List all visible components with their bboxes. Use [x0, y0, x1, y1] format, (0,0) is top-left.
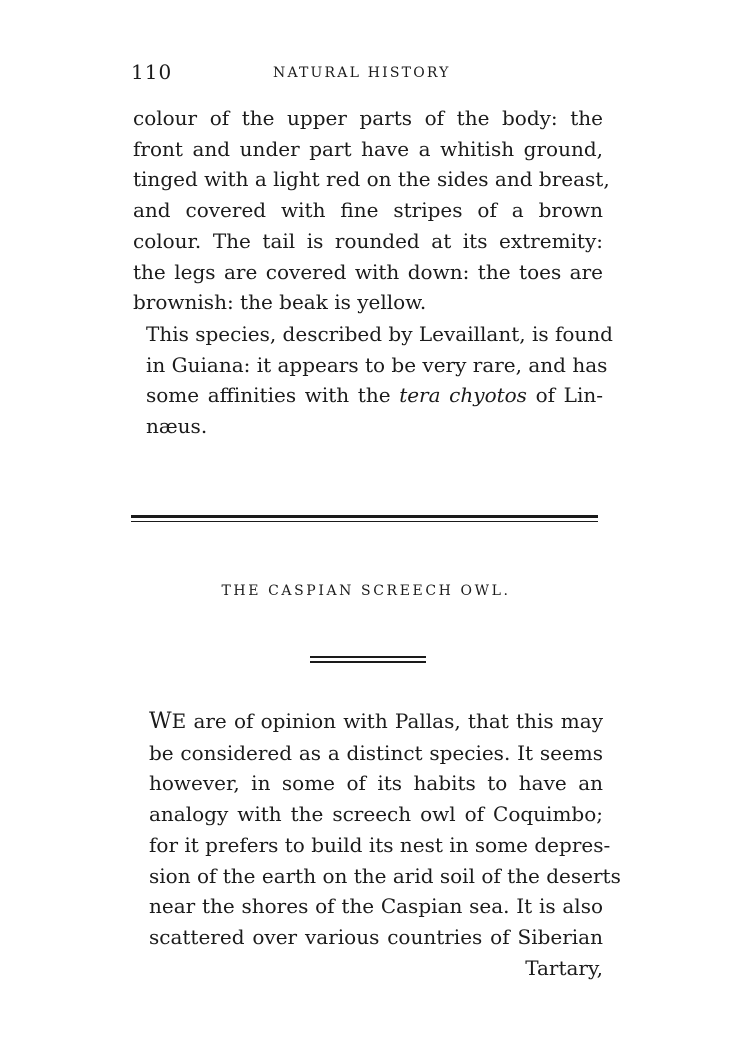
text-line: be considered as a distinct species. It seems [149, 740, 603, 765]
page-number: 110 [131, 60, 173, 84]
text-line: næus. [146, 414, 208, 439]
text-line [133, 380, 603, 411]
text-line: near the shores of the Caspian sea. It is also [149, 894, 603, 919]
text-line: colour. The tail is rounded at its extremity: [133, 228, 603, 253]
title-rule-lower [310, 661, 426, 663]
initial-letter: W [149, 709, 172, 734]
title-rule-upper [310, 656, 426, 658]
italic-species-name: tera chyotos [399, 383, 527, 408]
text-line: brownish: the beak is yellow. [133, 290, 427, 315]
text-line: sion of the earth on the arid soil of the deserts [149, 863, 621, 888]
text-line: colour of the upper parts of the body: the [133, 106, 603, 130]
section-rule-thin [131, 521, 598, 522]
text-line: however, in some of its habits to have an [149, 771, 603, 796]
page-header [131, 60, 601, 90]
text-line: This species, described by Levaillant, is found [146, 322, 613, 346]
initial-rest: E [171, 709, 187, 733]
text-segment: are of opinion with Pallas, that this may [186, 709, 603, 733]
text-line [133, 706, 603, 738]
text-line: and covered with fine stripes of a brown [133, 198, 603, 223]
text-segment: some affinities with the [146, 383, 400, 408]
text-line: front and under part have a whitish ground, [133, 136, 603, 161]
section-rule-thick [131, 515, 598, 518]
section-title: THE CASPIAN SCREECH OWL. [221, 583, 511, 599]
catchword: Tartary, [525, 955, 603, 980]
paragraph-species-origin [133, 319, 613, 442]
text-line: in Guiana: it appears to be very rare, and has [146, 352, 608, 377]
text-line: the legs are covered with down: the toes are [133, 259, 603, 284]
text-line: for it prefers to build its nest in some depres- [149, 832, 611, 857]
paragraph-continued-description [133, 103, 610, 318]
text-segment: of Lin- [526, 383, 603, 408]
running-head: NATURAL HISTORY [273, 65, 451, 81]
text-line: tinged with a light red on the sides and breast, [133, 167, 610, 192]
text-line: scattered over various countries of Siberian [149, 924, 603, 949]
text-line: analogy with the screech owl of Coquimbo; [149, 802, 603, 827]
paragraph-caspian-owl [133, 706, 621, 983]
